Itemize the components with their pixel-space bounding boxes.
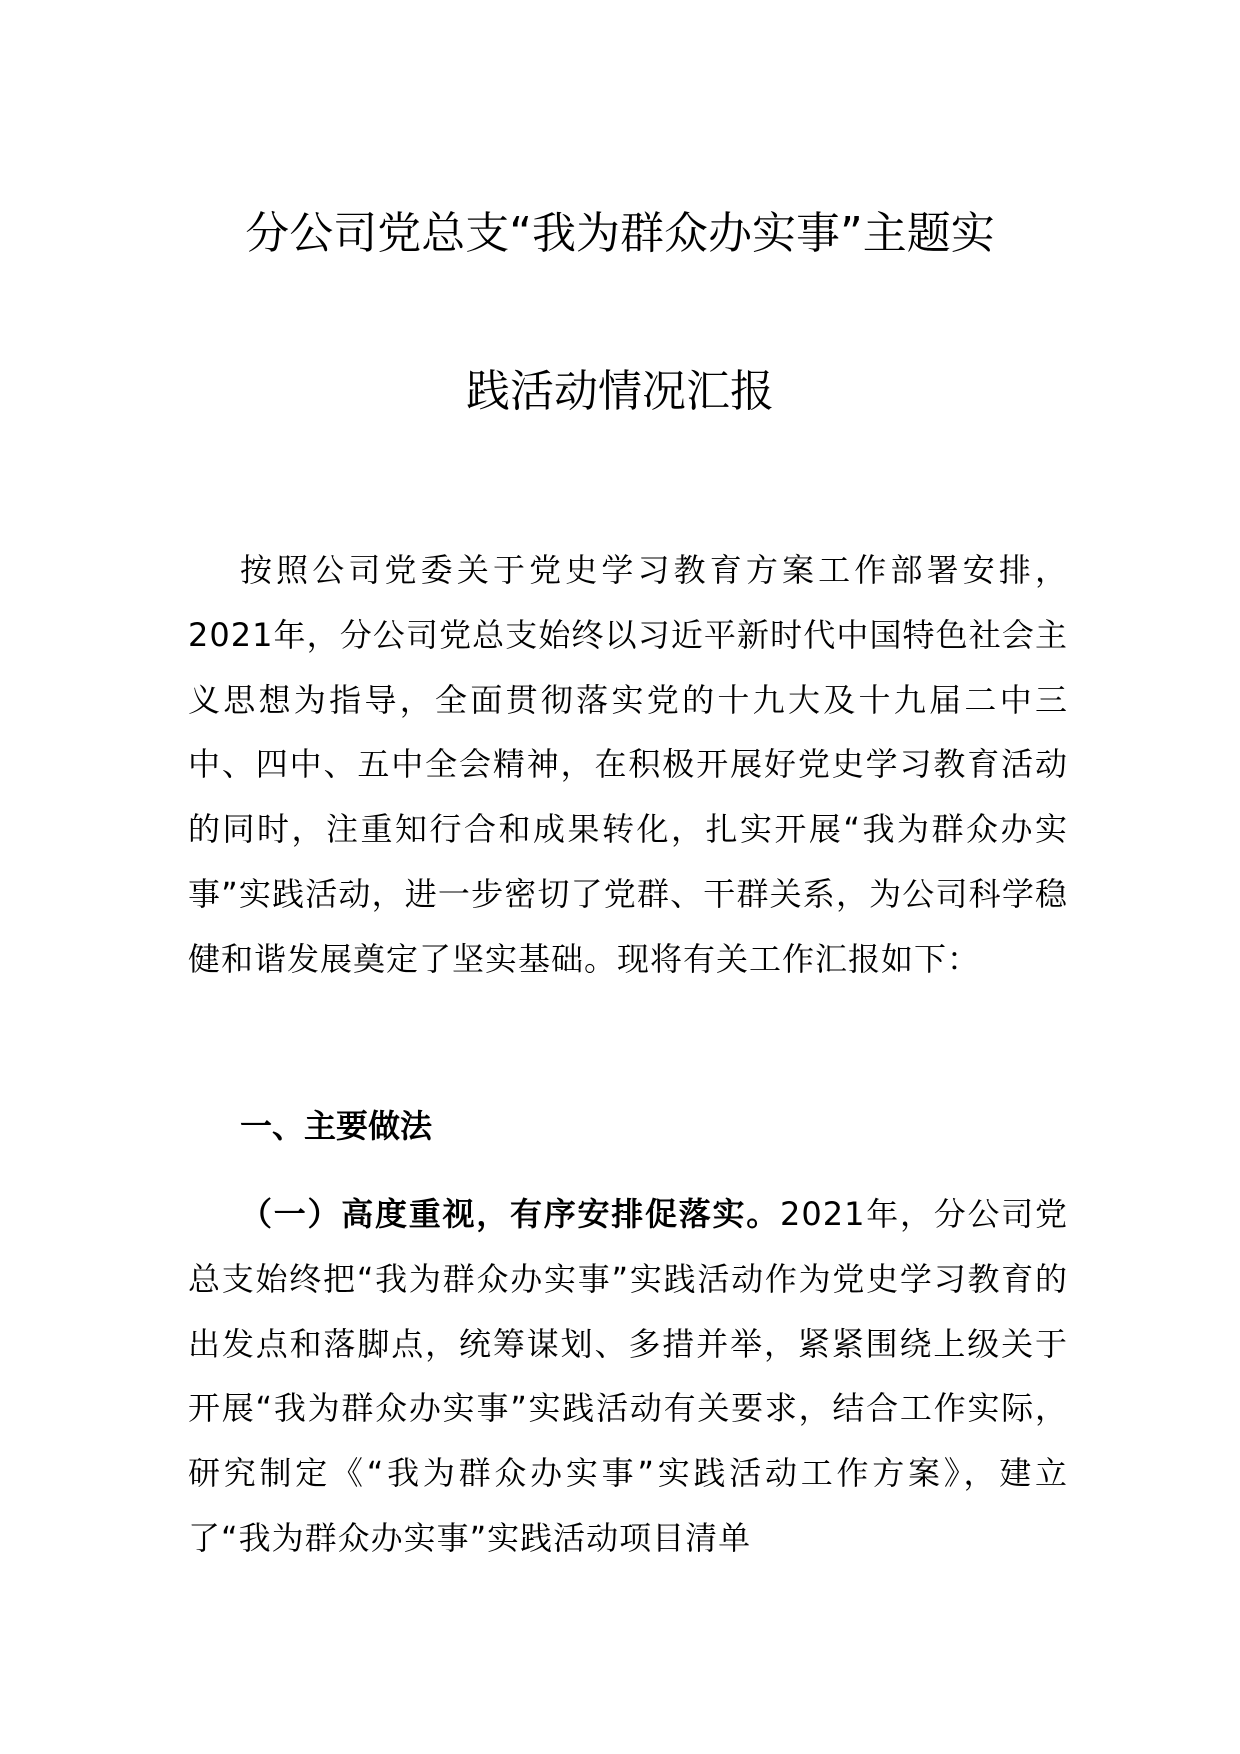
intro-section (188, 538, 1068, 992)
document-title-line-1: 分公司党总支“我为群众办实事”主题实 (245, 208, 995, 259)
intro-paragraph: 按照公司党委关于党史学习教育方案工作部署安排，2021年，分公司党总支始终以习近平新时代中国特色社会主义思想为指导，全面贯彻落实党的十九大及十九届二中三中、四中、五中全会精神，在积极开展好党史学习教育活动的同时，注重知行合和成果转化，扎实开展“我为群众办实事”实践活动，进一步密切了党群、干群关系，为公司科学稳健和谐发展奠定了坚实基础。现将有关工作汇报如下： (188, 551, 1068, 978)
paragraph-1-section (188, 1182, 1068, 1571)
document-title-line-2: 践活动情况汇报 (466, 366, 774, 417)
section-heading: 一、主要做法 (240, 1107, 433, 1145)
paragraph-1-body: 2021年，分公司党总支始终把“我为群众办实事”实践活动作为党史学习教育的出发点和落脚点，统筹谋划、多措并举，紧紧围绕上级关于开展“我为群众办实事”实践活动有关要求，结合工作实际，研究制定《“我为群众办实事”实践活动工作方案》，建立了“我为群众办实事”实践活动项目清单 (188, 1195, 1068, 1557)
paragraph-1 (188, 1182, 1068, 1571)
paragraph-1-lead: （一）高度重视，有序安排促落实。 (240, 1195, 781, 1233)
